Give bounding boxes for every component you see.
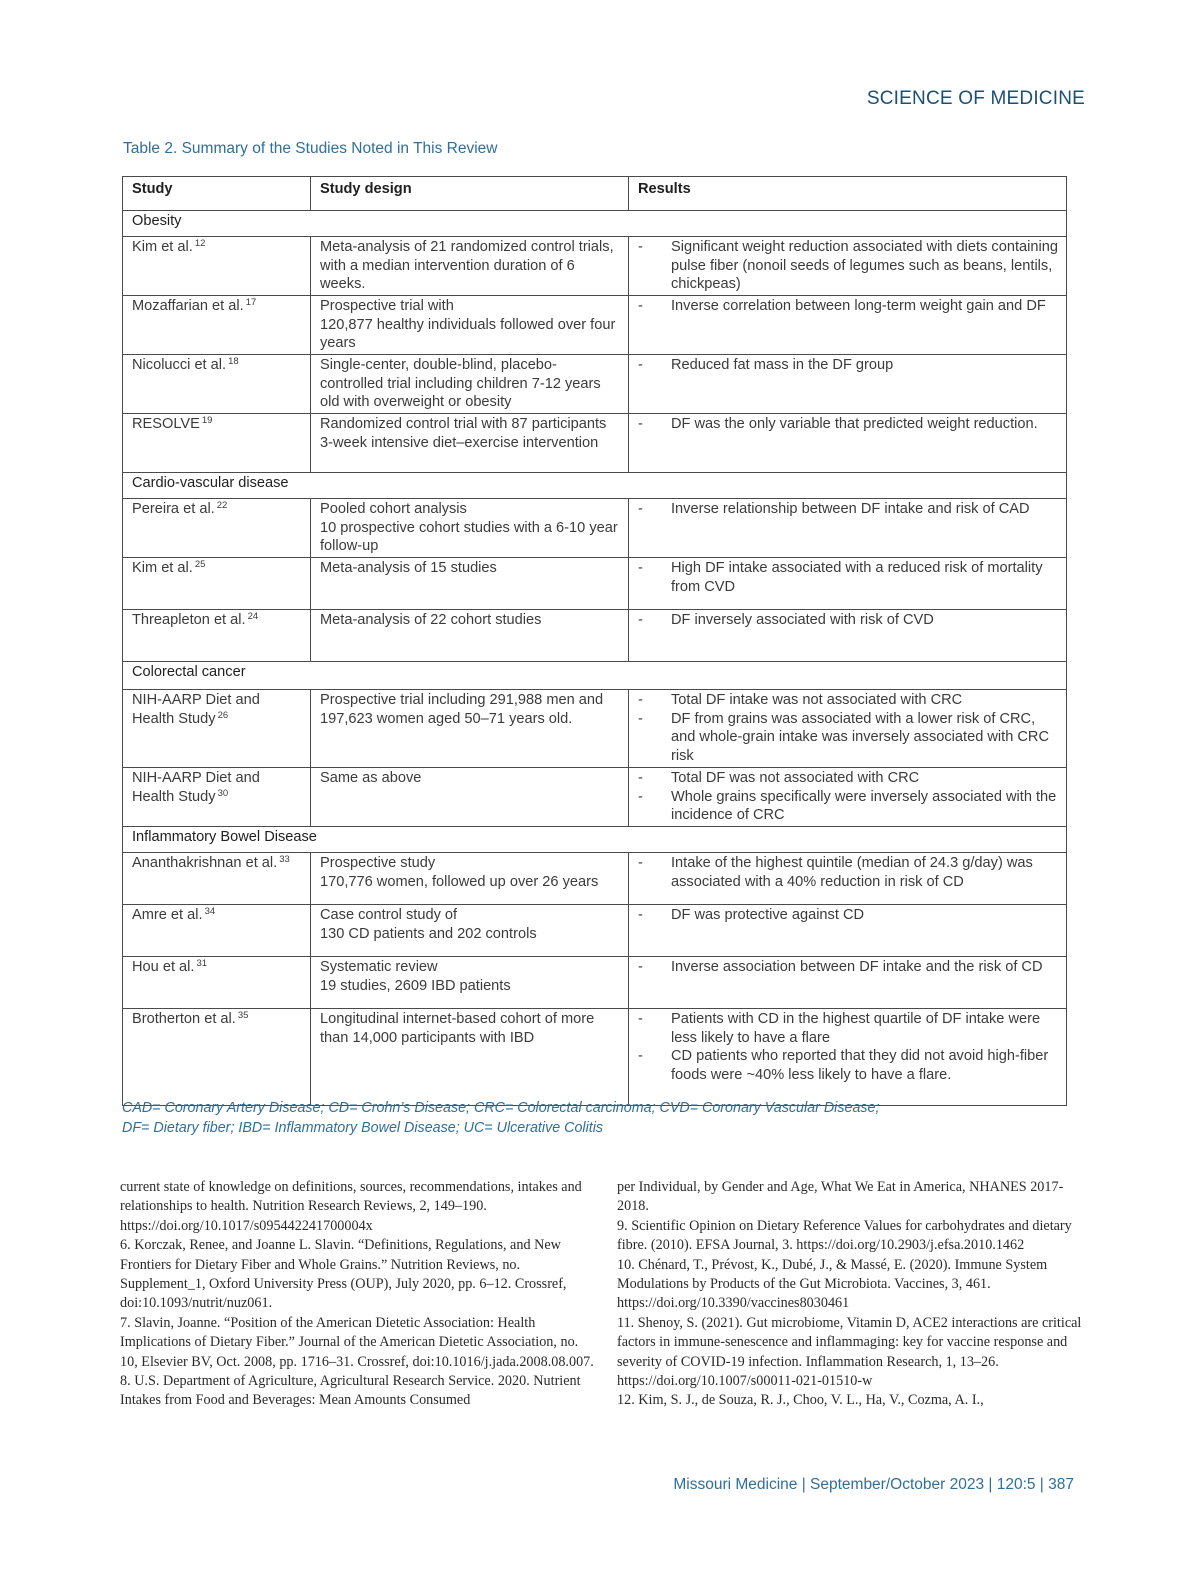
header-results: Results xyxy=(629,177,1067,211)
design-line: 170,776 women, followed up over 26 years xyxy=(320,873,599,890)
table-row xyxy=(123,957,1067,1009)
cell-study-design xyxy=(311,690,629,768)
results-list xyxy=(638,356,1058,375)
table-row xyxy=(123,558,1067,610)
dash-bullet-icon: - xyxy=(638,959,643,975)
table-row xyxy=(123,610,1067,662)
result-text: Patients with CD in the highest quartile of DF intake were less likely to have a flare xyxy=(671,1011,1041,1046)
summary-table xyxy=(122,176,1067,1106)
results-list xyxy=(638,906,1058,925)
reference-entry: 11. Shenoy, S. (2021). Gut microbiome, Vitamin D, ACE2 interactions are critical factors in immune-senescence and inflammaging: key for vaccine response and severity of COVID-19 infection. Inflammation Research, 1, 13–26. https://doi.org/10.1007/s00011-021-01510-w xyxy=(617,1314,1082,1390)
section-heading: Obesity xyxy=(123,211,1067,237)
result-item xyxy=(638,611,1058,630)
design-line: Pooled cohort analysis xyxy=(320,501,467,517)
section-heading: Cardio-vascular disease xyxy=(123,473,1067,499)
study-name: NIH-AARP Diet and Health Study xyxy=(132,770,260,805)
design-line: Longitudinal internet-based cohort of more than 14,000 participants with IBD xyxy=(320,1011,595,1046)
reference-entry: 12. Kim, S. J., de Souza, R. J., Choo, V. L., Ha, V., Cozma, A. I., xyxy=(617,1392,984,1409)
cell-study xyxy=(123,690,311,768)
cell-results xyxy=(629,414,1067,473)
design-line: Meta-analysis of 21 randomized control trials, with a median intervention duration of 6 weeks. xyxy=(320,239,614,293)
result-text: Intake of the highest quintile (median of 24.3 g/day) was associated with a 40% reduction in risk of CD xyxy=(671,855,1033,890)
reference-number: 34 xyxy=(204,906,216,917)
results-list xyxy=(638,297,1058,316)
reference-number: 22 xyxy=(216,500,228,511)
study-name: Kim et al. xyxy=(132,239,193,255)
cell-results xyxy=(629,690,1067,768)
section-heading: Colorectal cancer xyxy=(123,662,1067,690)
design-line: Meta-analysis of 22 cohort studies xyxy=(320,612,542,628)
reference-number: 12 xyxy=(194,238,206,249)
result-item xyxy=(638,691,1058,710)
cell-study xyxy=(123,414,311,473)
table-row xyxy=(123,768,1067,827)
cell-study-design xyxy=(311,499,629,558)
dash-bullet-icon: - xyxy=(638,770,643,786)
result-item xyxy=(638,906,1058,925)
cell-results xyxy=(629,768,1067,827)
section-row xyxy=(123,662,1067,690)
cell-study xyxy=(123,237,311,296)
section-heading: Inflammatory Bowel Disease xyxy=(123,827,1067,853)
table-row xyxy=(123,853,1067,905)
dash-bullet-icon: - xyxy=(638,907,643,923)
results-list xyxy=(638,958,1058,977)
dash-bullet-icon: - xyxy=(638,710,643,727)
dash-bullet-icon: - xyxy=(638,298,643,314)
cell-study-design xyxy=(311,355,629,414)
cell-study xyxy=(123,558,311,610)
header-study: Study xyxy=(123,177,311,211)
cell-study-design xyxy=(311,296,629,355)
cell-results xyxy=(629,905,1067,957)
result-text: Inverse association between DF intake and the risk of CD xyxy=(671,959,1043,975)
design-line: Randomized control trial with 87 participants 3-week intensive diet–exercise intervention xyxy=(320,416,607,451)
cell-study-design xyxy=(311,957,629,1009)
results-list xyxy=(638,691,1058,766)
results-list xyxy=(638,769,1058,825)
result-item xyxy=(638,1047,1058,1084)
results-list xyxy=(638,611,1058,630)
result-item xyxy=(638,769,1058,788)
reference-entry: 6. Korczak, Renee, and Joanne L. Slavin. “Definitions, Regulations, and New Frontiers for Dietary Fiber and Whole Grains.” Nutrition Reviews, no. Supplement_1, Oxford University Press (OUP), July 2020, pp. 6–12. Crossref, doi:10.1093/nutrit/nuz061. xyxy=(120,1237,567,1312)
result-item xyxy=(638,788,1058,825)
reference-number: 17 xyxy=(245,297,257,308)
reference-number: 18 xyxy=(228,356,239,367)
study-name: Ananthakrishnan et al. xyxy=(132,855,278,871)
design-line: Case control study of xyxy=(320,907,458,923)
cell-results xyxy=(629,853,1067,905)
reference-number: 25 xyxy=(194,559,206,570)
cell-study xyxy=(123,957,311,1009)
dash-bullet-icon: - xyxy=(638,692,643,708)
table-row xyxy=(123,296,1067,355)
result-item xyxy=(638,710,1058,766)
result-item xyxy=(638,854,1058,891)
study-name: Hou et al. xyxy=(132,959,195,975)
cell-study xyxy=(123,355,311,414)
dash-bullet-icon: - xyxy=(638,416,643,432)
cell-results xyxy=(629,296,1067,355)
dash-bullet-icon: - xyxy=(638,501,643,517)
result-item xyxy=(638,958,1058,977)
results-list xyxy=(638,415,1058,434)
cell-study-design xyxy=(311,610,629,662)
cell-study xyxy=(123,610,311,662)
dash-bullet-icon: - xyxy=(638,560,643,576)
study-name: NIH-AARP Diet and Health Study xyxy=(132,692,260,727)
result-text: Reduced fat mass in the DF group xyxy=(671,357,894,373)
reference-number: 30 xyxy=(217,787,229,799)
cell-results xyxy=(629,610,1067,662)
design-line: 120,877 healthy individuals followed over four years xyxy=(320,316,616,352)
cell-study-design xyxy=(311,905,629,957)
study-name: Nicolucci et al. xyxy=(132,357,227,373)
dash-bullet-icon: - xyxy=(638,357,643,373)
cell-study xyxy=(123,905,311,957)
table-row xyxy=(123,690,1067,768)
result-text: CD patients who reported that they did not avoid high-fiber foods were ~40% less likely to have a flare. xyxy=(671,1048,1049,1084)
cell-study-design xyxy=(311,237,629,296)
cell-study xyxy=(123,296,311,355)
cell-results xyxy=(629,237,1067,296)
result-item xyxy=(638,559,1058,596)
table-row xyxy=(123,1009,1067,1106)
references-right-column xyxy=(617,1178,1095,1411)
result-item xyxy=(638,356,1058,375)
cell-study xyxy=(123,768,311,827)
study-name: RESOLVE xyxy=(132,416,200,432)
result-text: DF was protective against CD xyxy=(671,907,865,923)
result-text: DF inversely associated with risk of CVD xyxy=(671,612,934,628)
design-line: Systematic review xyxy=(320,959,438,975)
cell-study xyxy=(123,853,311,905)
reference-entry: 9. Scientific Opinion on Dietary Reference Values for carbohydrates and dietary fibre. (2010). EFSA Journal, 3. https://doi.org/10.2903/j.efsa.2010.1462 xyxy=(617,1217,1072,1254)
cell-study-design xyxy=(311,1009,629,1106)
table-row xyxy=(123,237,1067,296)
result-text: Inverse correlation between long-term weight gain and DF xyxy=(671,298,1046,314)
reference-number: 26 xyxy=(217,709,229,721)
reference-number: 19 xyxy=(201,415,213,426)
reference-number: 24 xyxy=(247,611,259,622)
reference-entry: current state of knowledge on definitions, sources, recommendations, intakes and relationships to health. Nutrition Research Reviews, 2, 149–190. https://doi.org/10.1017/s095442241700004x xyxy=(120,1179,582,1234)
reference-entry: 10. Chénard, T., Prévost, K., Dubé, J., & Massé, E. (2020). Immune System Modulations by Products of the Gut Microbiota. Vaccines, 3, 461. https://doi.org/10.3390/vaccines8030461 xyxy=(617,1256,1048,1312)
cell-results xyxy=(629,499,1067,558)
result-text: Inverse relationship between DF intake and risk of CAD xyxy=(671,501,1030,517)
result-item xyxy=(638,1010,1058,1047)
result-text: DF was the only variable that predicted weight reduction. xyxy=(671,416,1038,432)
result-item xyxy=(638,238,1058,294)
cell-study xyxy=(123,1009,311,1106)
footnote-line-1: CAD= Coronary Artery Disease; CD= Crohn’s Disease; CRC= Colorectal carcinoma; CVD= Coronary Vascular Disease; xyxy=(122,1100,880,1116)
dash-bullet-icon: - xyxy=(638,239,643,255)
design-line: Single-center, double-blind, placebo-controlled trial including children 7-12 years old with overweight or obesity xyxy=(320,357,601,411)
result-item xyxy=(638,297,1058,316)
cell-study xyxy=(123,499,311,558)
footnote-line-2: DF= Dietary fiber; IBD= Inflammatory Bowel Disease; UC= Ulcerative Colitis xyxy=(122,1120,604,1136)
result-text: Total DF intake was not associated with CRC xyxy=(671,692,963,708)
reference-number: 35 xyxy=(237,1010,249,1021)
design-line: 130 CD patients and 202 controls xyxy=(320,925,537,942)
dash-bullet-icon: - xyxy=(638,1011,643,1027)
design-line: 19 studies, 2609 IBD patients xyxy=(320,977,511,994)
study-name: Mozaffarian et al. xyxy=(132,298,244,314)
cell-results xyxy=(629,1009,1067,1106)
study-name: Amre et al. xyxy=(132,907,203,923)
reference-number: 33 xyxy=(279,854,290,865)
results-list xyxy=(638,238,1058,294)
cell-study-design xyxy=(311,558,629,610)
design-line: 10 prospective cohort studies with a 6-10 year follow-up xyxy=(320,519,618,555)
cell-study-design xyxy=(311,768,629,827)
dash-bullet-icon: - xyxy=(638,855,643,871)
reference-entry: 8. U.S. Department of Agriculture, Agricultural Research Service. 2020. Nutrient Intakes from Food and Beverages: Mean Amounts Consumed xyxy=(120,1373,581,1409)
study-name: Kim et al. xyxy=(132,560,193,576)
result-text: High DF intake associated with a reduced risk of mortality from CVD xyxy=(671,560,1043,595)
result-text: Total DF was not associated with CRC xyxy=(671,770,920,786)
result-text: Significant weight reduction associated with diets containing pulse fiber (nonoil seeds of legumes such as beans, lentils, chickpeas) xyxy=(671,239,1058,293)
summary-table-container xyxy=(122,176,1066,1106)
table-row xyxy=(123,414,1067,473)
table-row xyxy=(123,905,1067,957)
result-item xyxy=(638,415,1058,434)
result-item xyxy=(638,500,1058,519)
table-row xyxy=(123,355,1067,414)
cell-study-design xyxy=(311,853,629,905)
table-body xyxy=(123,211,1067,1106)
section-row xyxy=(123,827,1067,853)
cell-results xyxy=(629,558,1067,610)
results-list xyxy=(638,1010,1058,1085)
section-row xyxy=(123,211,1067,237)
reference-entry: per Individual, by Gender and Age, What We Eat in America, NHANES 2017-2018. xyxy=(617,1179,1064,1215)
reference-number: 31 xyxy=(196,958,208,969)
results-list xyxy=(638,500,1058,519)
study-name: Pereira et al. xyxy=(132,501,215,517)
table-caption: Table 2. Summary of the Studies Noted in This Review xyxy=(123,140,498,157)
design-line: Same as above xyxy=(320,770,422,786)
header-study-design: Study design xyxy=(311,177,629,211)
study-name: Brotherton et al. xyxy=(132,1011,236,1027)
design-line: Prospective trial with xyxy=(320,298,454,314)
result-text: Whole grains specifically were inversely associated with the incidence of CRC xyxy=(671,788,1057,824)
table-footnote xyxy=(122,1098,1062,1138)
reference-entry: 7. Slavin, Joanne. “Position of the American Dietetic Association: Health Implications of Dietary Fiber.” Journal of the American Dietetic Association, no. 10, Elsevier BV, Oct. 2008, pp. 1716–31. Crossref, doi:10.1016/j.jada.2008.08.007. xyxy=(120,1314,594,1370)
references-left-column xyxy=(120,1178,598,1411)
cell-results xyxy=(629,957,1067,1009)
dash-bullet-icon: - xyxy=(638,788,643,805)
page-footer: Missouri Medicine | September/October 2023 | 120:5 | 387 xyxy=(673,1476,1074,1493)
results-list xyxy=(638,854,1058,891)
cell-study-design xyxy=(311,414,629,473)
section-label: SCIENCE OF MEDICINE xyxy=(866,88,1085,109)
dash-bullet-icon: - xyxy=(638,1048,643,1065)
table-header-row xyxy=(123,177,1067,211)
design-line: Prospective trial including 291,988 men and 197,623 women aged 50–71 years old. xyxy=(320,692,604,727)
design-line: Meta-analysis of 15 studies xyxy=(320,560,497,576)
cell-results xyxy=(629,355,1067,414)
results-list xyxy=(638,559,1058,596)
dash-bullet-icon: - xyxy=(638,612,643,628)
design-line: Prospective study xyxy=(320,855,436,871)
section-row xyxy=(123,473,1067,499)
result-text: DF from grains was associated with a lower risk of CRC, and whole-grain intake was inversely associated with CRC risk xyxy=(671,710,1049,765)
table-row xyxy=(123,499,1067,558)
study-name: Threapleton et al. xyxy=(132,612,246,628)
